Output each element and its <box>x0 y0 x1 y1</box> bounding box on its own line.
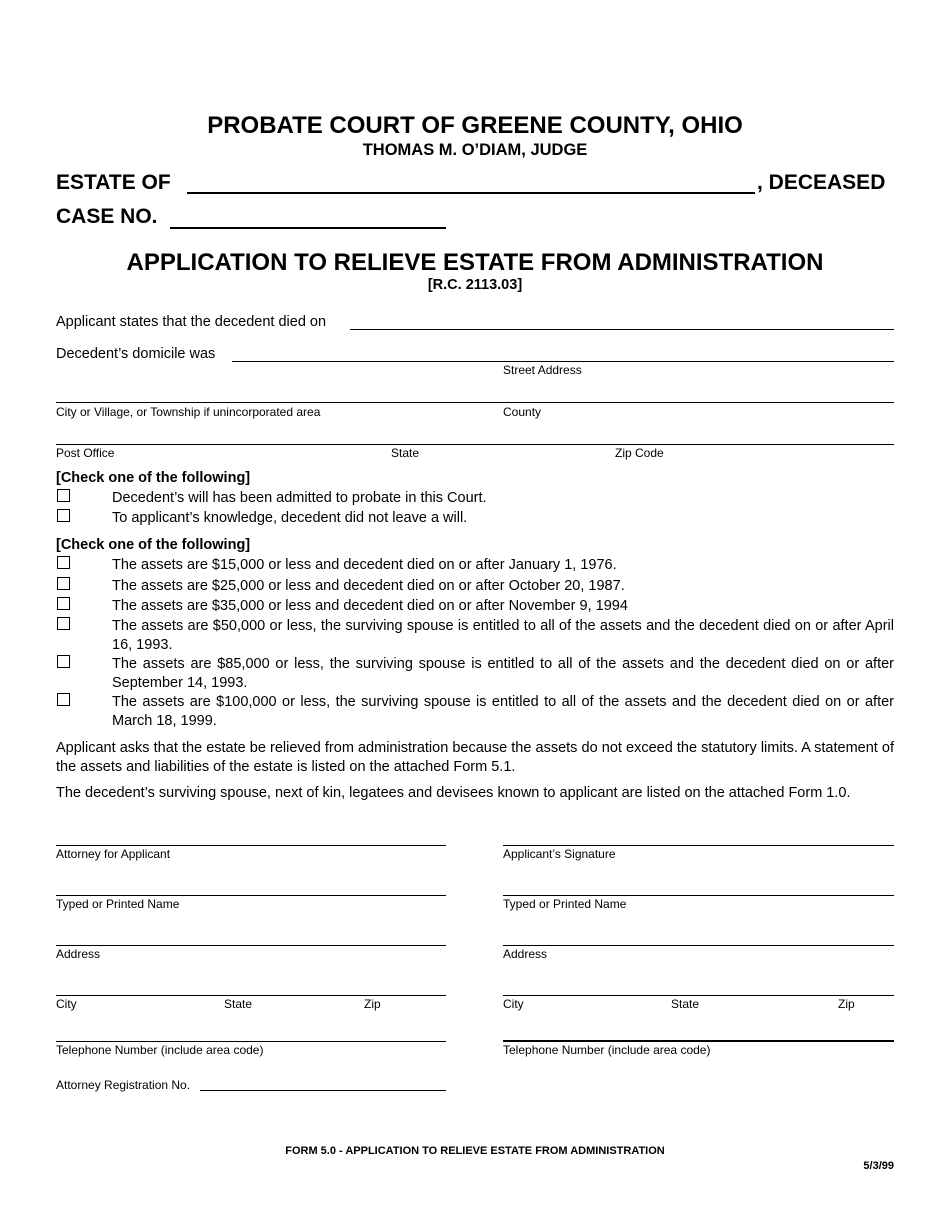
checkbox-assets-50000[interactable] <box>57 617 70 630</box>
checkbox-assets-100000[interactable] <box>57 693 70 706</box>
estate-name-field[interactable] <box>187 192 755 194</box>
attorney-name-caption: Typed or Printed Name <box>56 897 180 911</box>
attorney-phone-caption: Telephone Number (include area code) <box>56 1043 264 1057</box>
attorney-caption: Attorney for Applicant <box>56 847 171 861</box>
street-address-caption: Street Address <box>503 363 582 377</box>
attorney-registration-field[interactable] <box>200 1090 446 1091</box>
domicile-label: Decedent’s domicile was <box>56 346 216 362</box>
attorney-address-caption: Address <box>56 947 101 961</box>
checkbox-no-will[interactable] <box>57 509 70 522</box>
checkbox-will-admitted[interactable] <box>57 489 70 502</box>
died-on-label: Applicant states that the decedent died on <box>56 314 327 330</box>
state-caption: State <box>391 446 420 460</box>
court-title: PROBATE COURT OF GREENE COUNTY, OHIO <box>207 112 743 139</box>
option-assets-100000: The assets are $100,000 or less, the surviving spouse is entitled to all of the assets and the decedent died on or after March 18, 1999. <box>112 694 894 729</box>
checkbox-assets-35000[interactable] <box>57 597 70 610</box>
footer-revision-date: 5/3/99 <box>863 1160 894 1172</box>
attorney-city-line[interactable] <box>56 995 446 996</box>
street-address-field[interactable] <box>232 361 894 362</box>
option-assets-25000: The assets are $25,000 or less and decedent died on or after October 20, 1987. <box>112 578 625 594</box>
post-office-field[interactable] <box>56 444 894 445</box>
form-title: APPLICATION TO RELIEVE ESTATE FROM ADMINISTRATION <box>126 249 824 276</box>
zip-code-caption: Zip Code <box>615 446 664 460</box>
applicant-city-caption: City <box>503 997 524 1011</box>
option-no-will: To applicant’s knowledge, decedent did not leave a will. <box>112 510 468 526</box>
post-office-caption: Post Office <box>56 446 115 460</box>
option-assets-15000: The assets are $15,000 or less and decedent died on or after January 1, 1976. <box>112 557 617 573</box>
attorney-registration-label: Attorney Registration No. <box>56 1078 191 1092</box>
footer-form-name: FORM 5.0 - APPLICATION TO RELIEVE ESTATE FROM ADMINISTRATION <box>285 1145 665 1157</box>
check-heading-will: [Check one of the following] <box>56 470 251 486</box>
estate-of-label: ESTATE OF <box>56 171 171 194</box>
city-caption: City or Village, or Township if unincorporated area <box>56 405 321 419</box>
applicant-zip-caption: Zip <box>838 997 855 1011</box>
option-assets-85000: The assets are $85,000 or less, the surviving spouse is entitled to all of the assets and the decedent died on or after September 14, 1993. <box>112 656 894 691</box>
checkbox-assets-15000[interactable] <box>57 556 70 569</box>
checkbox-assets-85000[interactable] <box>57 655 70 668</box>
applicant-signature-caption: Applicant’s Signature <box>503 847 616 861</box>
judge-name: THOMAS M. O’DIAM, JUDGE <box>362 141 588 159</box>
check-heading-assets: [Check one of the following] <box>56 537 251 553</box>
applicant-signature-line[interactable] <box>503 845 894 846</box>
attorney-address-line[interactable] <box>56 945 446 946</box>
county-caption: County <box>503 405 542 419</box>
city-county-field[interactable] <box>56 402 894 403</box>
relief-paragraph: Applicant asks that the estate be relieved from administration because the assets do not exceed the statutory limits. A statement of the assets and liabilities of the estate is listed on the attached Form 5.1. <box>56 740 894 775</box>
death-date-field[interactable] <box>350 329 894 330</box>
attorney-state-caption: State <box>224 997 253 1011</box>
applicant-state-caption: State <box>671 997 700 1011</box>
applicant-city-line[interactable] <box>503 995 894 996</box>
attorney-phone-line[interactable] <box>56 1041 446 1042</box>
applicant-address-line[interactable] <box>503 945 894 946</box>
spouse-paragraph: The decedent’s surviving spouse, next of kin, legatees and devisees known to applicant are listed on the attached Form 1.0. <box>56 785 851 801</box>
applicant-name-line[interactable] <box>503 895 894 896</box>
attorney-signature-line[interactable] <box>56 845 446 846</box>
applicant-name-caption: Typed or Printed Name <box>503 897 627 911</box>
attorney-city-caption: City <box>56 997 77 1011</box>
checkbox-assets-25000[interactable] <box>57 577 70 590</box>
option-assets-50000: The assets are $50,000 or less, the surviving spouse is entitled to all of the assets and the decedent died on or after April 16, 1993. <box>112 618 894 653</box>
attorney-zip-caption: Zip <box>364 997 381 1011</box>
applicant-phone-line[interactable] <box>503 1040 894 1042</box>
statute-reference: [R.C. 2113.03] <box>427 277 523 293</box>
attorney-name-line[interactable] <box>56 895 446 896</box>
deceased-label: , DECEASED <box>757 171 886 194</box>
option-assets-35000: The assets are $35,000 or less and decedent died on or after November 9, 1994 <box>112 598 628 614</box>
case-number-field[interactable] <box>170 227 446 229</box>
option-will-admitted: Decedent’s will has been admitted to probate in this Court. <box>112 490 487 506</box>
applicant-address-caption: Address <box>503 947 548 961</box>
applicant-phone-caption: Telephone Number (include area code) <box>503 1043 711 1057</box>
case-no-label: CASE NO. <box>56 205 158 228</box>
